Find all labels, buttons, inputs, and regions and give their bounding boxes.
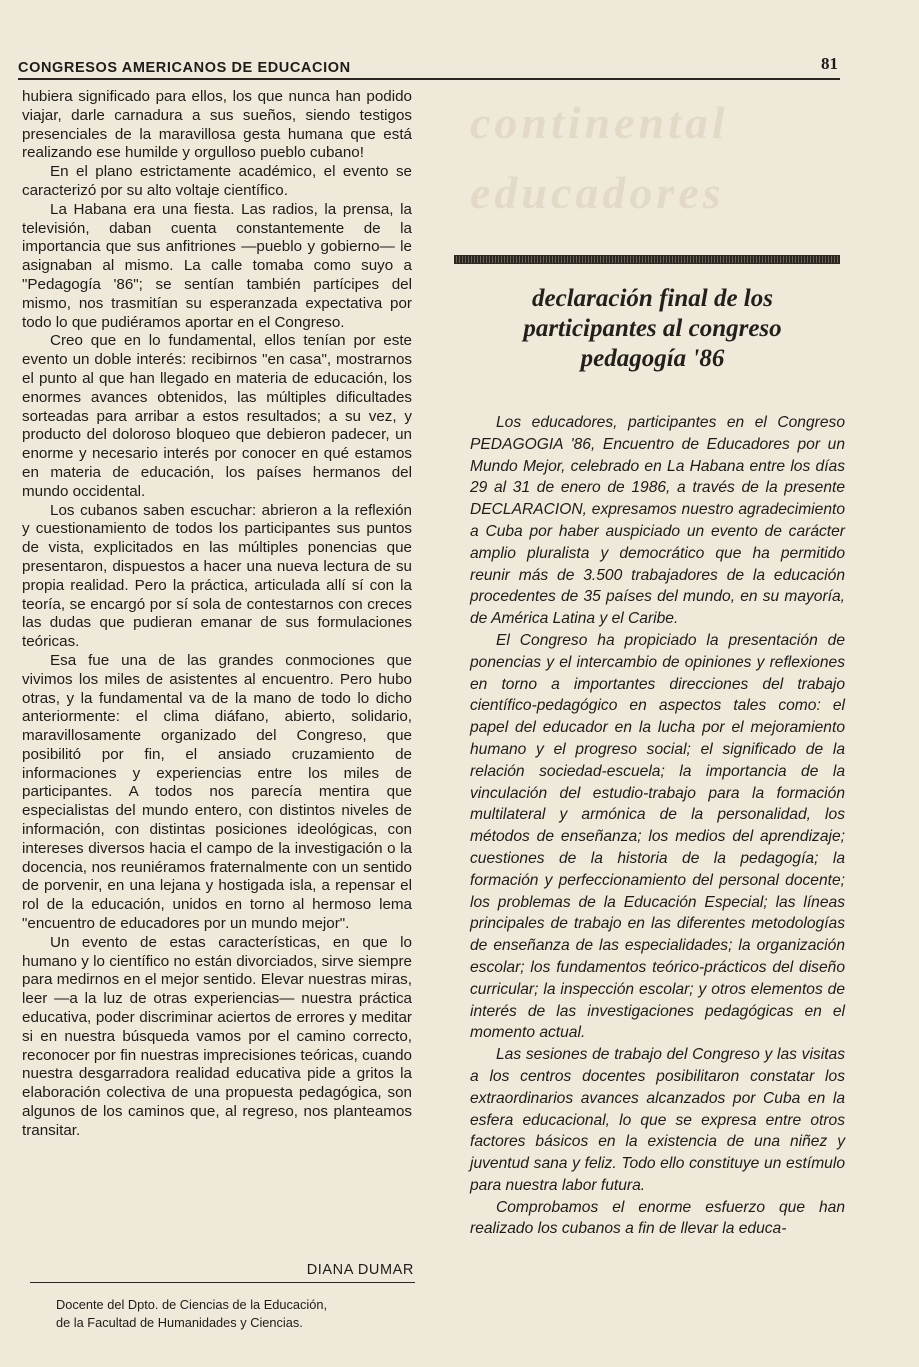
page-number: 81 <box>821 54 838 73</box>
right-column <box>470 412 845 1240</box>
running-header <box>18 54 838 80</box>
footnote-line: Docente del Dpto. de Ciencias de la Educación, <box>56 1297 328 1312</box>
footnote-line: de la Facultad de Humanidades y Ciencias. <box>56 1314 303 1330</box>
decorative-rule <box>454 255 840 264</box>
left-paragraph: Los cubanos saben escuchar: abrieron a la reflexión y cuestionamiento de todos los participantes sus puntos de vista, explicitados en las múltiples ponencias que presentaron, dispuestos a hacer una nueva lectura de su propia realidad. Pero la práctica, articulada allí sí con la teoría, se encargó por sí sola de contestarnos con creces las dudas que pudieran emanar de sus formulaciones teóricas. <box>22 501 412 651</box>
declaration-title-line: participantes al congreso <box>523 315 782 342</box>
right-paragraph: El Congreso ha propiciado la presentación de ponencias y el intercambio de opiniones y reflexiones en torno a importantes direcciones del trabajo científico-pedagógico en aspectos tales como: el papel del educador en la lucha por el mejoramiento humano y el progreso social; el significado de la relación sociedad-escuela; la importancia de la vinculación del estudio-trabajo para la formación multilateral y armónica de la personalidad, los métodos de enseñanza; los medios del aprendizaje; cuestiones de la historia de la pedagogía; la formación y perfeccionamiento del personal docente; los problemas de la Educación Especial; las líneas principales de trabajo en las diferentes metodologías de enseñanza de las especialidades; la organización escolar; los fundamentos teórico-prácticos del diseño curricular; la inspección escolar; y otros elementos de interés de las investigaciones pedagógicas en el momento actual. <box>470 631 845 1042</box>
running-title: CONGRESOS AMERICANOS DE EDUCACION <box>18 60 351 76</box>
declaration-title <box>460 284 845 374</box>
left-paragraph: Un evento de estas características, en que lo humano y lo científico no están divorciados, sirve siempre para medirnos en el mejor sentido. Elevar nuestras miras, leer —a la luz de otras experiencias— nuestra práctica educativa, poder discriminar aciertos de errores y meditar si en nuestra búsqueda vamos por el camino correcto, reconocer por fin nuestras imprecisiones teóricas, cuando nuestra desgarradora realidad educativa pide a gritos la elaboración colectiva de una propuesta pedagógica, son algunos de los caminos que, al regreso, nos planteamos transitar. <box>22 933 412 1139</box>
right-paragraph: Los educadores, participantes en el Congreso PEDAGOGIA '86, Encuentro de Educadores por un Mundo Mejor, celebrado en La Habana entre los días 29 al 31 de enero de 1986, a través de la presente DECLARACION, expresamos nuestro agradecimiento a Cuba por haber auspiciado un evento de carácter amplio pluralista y democrático que ha permitido reunir más de 3.500 trabajadores de la educación procedentes de 35 países del mundo, en su mayoría, de América Latina y el Caribe. <box>470 414 845 628</box>
declaration-title-line: pedagogía '86 <box>580 345 725 372</box>
header-rule <box>18 78 840 80</box>
declaration-title-line: declaración final de los <box>532 285 773 312</box>
show-through-text: continental educadores <box>470 97 729 218</box>
author-footnote <box>56 1296 426 1331</box>
left-paragraph: La Habana era una fiesta. Las radios, la prensa, la televisión, daban cuenta constantemente de la importancia que sus anfitriones —pueblo y gobierno— le asignaban al mismo. La calle tomaba como suyo a "Pedagogía '86"; se sentían también partícipes del mismo, nos trasmitían su esperanzada expectativa por todo lo que pudiéramos aportar en el Congreso. <box>22 200 412 331</box>
left-paragraph: En el plano estrictamente académico, el evento se caracterizó por su alto voltaje científico. <box>22 163 412 199</box>
author-signature: DIANA DUMAR <box>306 1262 414 1278</box>
left-paragraph: hubiera significado para ellos, los que nunca han podido viajar, darle carnadura a sus sueños, siendo testigos presenciales de la maravillosa gesta humana que está realizando ese humilde y orgulloso pueblo cubano! <box>22 88 412 162</box>
right-paragraph: Comprobamos el enorme esfuerzo que han realizado los cubanos a fin de llevar la educa- <box>470 1198 845 1238</box>
left-paragraph: Creo que en lo fundamental, ellos tenían por este evento un doble interés: recibirnos "en casa", mostrarnos el punto al que han llegado en materia de educación, los enormes avances obtenidos, las múltiples dificultades sorteadas para arribar a estos resultados; a su vez, y producto del doloroso bloqueo que debieron padecer, un enorme y necesario interés por conocer en qué estamos en materia de educación, los países hermanos del mundo occidental. <box>22 332 412 500</box>
left-paragraph: Esa fue una de las grandes conmociones que vivimos los miles de asistentes al encuentro. Pero hubo otras, y la fundamental va de la mano de todo lo dicho anteriormente: el clima diáfano, abierto, solidario, maravillosamente organizado del Congreso, que posibilitó por fin, el ansiado cruzamiento de informaciones y experiencias entre los miles de participantes. A todos nos parecía mentira que especialistas del mundo entero, con distintos niveles de información, con distintas posiciones ideológicas, con intereses diversos hacia el campo de la investigación o la docencia, nos reuniéramos fraternalmente con un sentido de porvenir, en una lejana y hostigada isla, a repensar el rol de la educación, unidos en torno al hermoso lema "encuentro de educadores por un mundo mejor". <box>22 651 412 933</box>
left-column <box>22 88 412 1141</box>
right-paragraph: Las sesiones de trabajo del Congreso y las visitas a los centros docentes posibilitaron constatar los extraordinarios avances alcanzados por Cuba en la esfera educacional, lo que se expresa entre otros factores básicos en la existencia de una niñez y juventud sana y feliz. Todo ello constituye un estímulo para nuestra labor futura. <box>470 1046 845 1194</box>
footnote-rule <box>30 1282 415 1283</box>
